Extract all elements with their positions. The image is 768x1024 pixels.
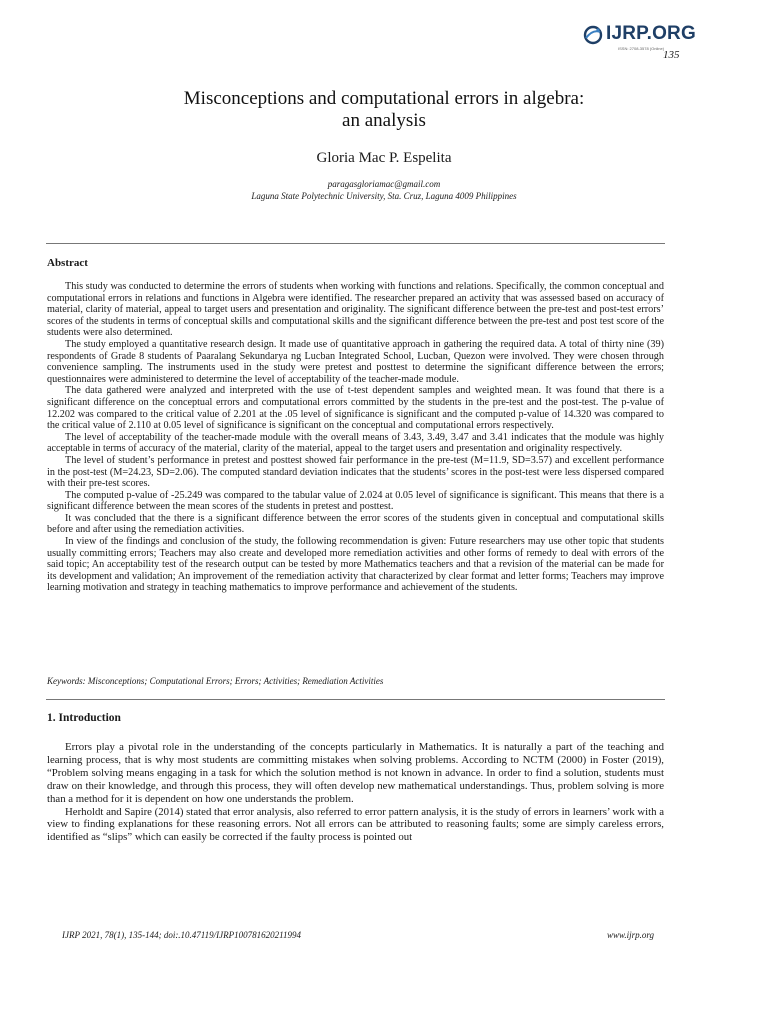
abstract-paragraph: The level of student’s performance in pretest and posttest showed fair performance in the pre-test (M=11.9, SD=3.57) and excellent performance in the post-test (M=24.23, SD=2.06). The computed standard deviation indicates that the students’ scores in the post-test were less dispersed compared with their pre-test scores. xyxy=(47,454,664,490)
globe-icon xyxy=(583,25,603,45)
title-line-1: Misconceptions and computational errors in algebra: xyxy=(183,88,585,109)
footer-website[interactable]: www.ijrp.org xyxy=(607,930,655,940)
section-heading-introduction: 1. Introduction xyxy=(47,712,121,724)
introduction-paragraph: Errors play a pivotal role in the understanding of the concepts particularly in Mathematics. It is naturally a part of the teaching and learning process, that is why most students are committing mistakes when solving problems. According to NCTM (2000) in Foster (2019), “Problem solving means engaging in a task for which the solution method is not known in advance. In order to find a solution, students must draw on their knowledge, and through this process, they will often develop new mathematical understandings. Thus, problem solving is more than a method for it is dependent on how one understands the problem. xyxy=(47,741,664,805)
author-affiliation: Laguna State Polytechnic University, Sta. Cruz, Laguna 4009 Philippines xyxy=(251,191,517,201)
logo-text: IJRP.ORG xyxy=(606,23,696,44)
abstract-paragraph: In view of the findings and conclusion of the study, the following recommendation is given: Future researchers may use other topic that students usually committing errors; Teachers may also create and developed more remediation activities and other forms of remedy to deal with errors of the said topic; An acceptability test of the research output can be tested by more Mathematics teachers and that a revision of the material can be made for its development and validation; An improvement of the remediation activity that characterized by clear format and letter forms; Teachers may improve learning motivation and strategy in teaching mathematics to improve performance and achievement of the students. xyxy=(47,536,664,594)
journal-logo xyxy=(583,22,696,52)
divider-bottom xyxy=(46,699,665,700)
author-name: Gloria Mac P. Espelita xyxy=(316,150,452,166)
author-email[interactable]: paragasgloriamac@gmail.com xyxy=(327,179,441,189)
logo-tagline: ISSN: 2708-3578 (Online) xyxy=(618,46,665,51)
page-number: 135 xyxy=(663,49,680,61)
abstract-paragraph: The data gathered were analyzed and interpreted with the use of t-test dependent samples and weighted mean. It was found that there is a significant difference on the conceptual errors and computational errors committed by the students in the pre-test and the post-test. The p-value of 12.202 was compared to the critical value of 2.201 at the .05 level of significance is significant and the computed p-value of 14.320 was compared to the critical value of 2.110 at 0.05 level of significance is significant on the conceptual and computational errors respectively. xyxy=(47,385,664,432)
abstract-body xyxy=(47,281,664,594)
keywords: Keywords: Misconceptions; Computational Errors; Errors; Activities; Remediation Activities xyxy=(47,676,384,686)
abstract-heading: Abstract xyxy=(47,257,88,269)
introduction-body xyxy=(47,741,664,844)
title-line-2: an analysis xyxy=(342,110,426,131)
introduction-paragraph: Herholdt and Sapire (2014) stated that error analysis, also referred to error pattern analysis, it is the study of errors in learners’ work with a view to finding explanations for these reasoning errors. Not all errors can be attributed to reasoning faults; some are simply careless errors, identified as “slips” which can easily be corrected if the faulty process is pointed out xyxy=(47,805,664,844)
paper-title xyxy=(80,88,688,132)
divider-top xyxy=(46,243,665,244)
abstract-paragraph: The computed p-value of -25.249 was compared to the tabular value of 2.024 at 0.05 level of significance is significant. This means that there is a significant difference between the mean scores of the students in pretest and posttest. xyxy=(47,489,664,513)
abstract-paragraph: The level of acceptability of the teacher-made module with the overall means of 3.43, 3.49, 3.47 and 3.41 indicates that the module was highly acceptable in terms of accuracy of the material, clarity of the material, appeal to the target users and presentation and originality respectively. xyxy=(47,431,664,455)
footer-citation: IJRP 2021, 78(1), 135-144; doi:.10.47119/IJRP100781620211994 xyxy=(62,930,301,940)
abstract-paragraph: This study was conducted to determine the errors of students when working with functions and relations. Specifically, the common conceptual and computational errors in relations and functions in Algebra were identified. The researcher prepared an activity that was assessed based on accuracy of material, clarity of material, appeal to target users and presentation and originality. The significant difference between the pre-test and post-test errors’ scores of the students in terms of conceptual skills and computational skills and the significant difference between the pre-test and post test score of the students were also determined. xyxy=(47,281,664,339)
abstract-paragraph: It was concluded that the there is a significant difference between the error scores of the students given in conceptual and computational skills before and after using the remediation activities. xyxy=(47,512,664,536)
abstract-paragraph: The study employed a quantitative research design. It made use of quantitative approach in gathering the required data. A total of thirty nine (39) respondents of Grade 8 students of Paaralang Sekundarya ng Lucban Integrated School, Lucban, Quezon were involved. They were chosen through convenience sampling. The instruments used in the study were pretest and posttest to determine the significant difference between the errors; questionnaires were administered to determine the level of acceptability of the teacher-made module. xyxy=(47,338,664,385)
